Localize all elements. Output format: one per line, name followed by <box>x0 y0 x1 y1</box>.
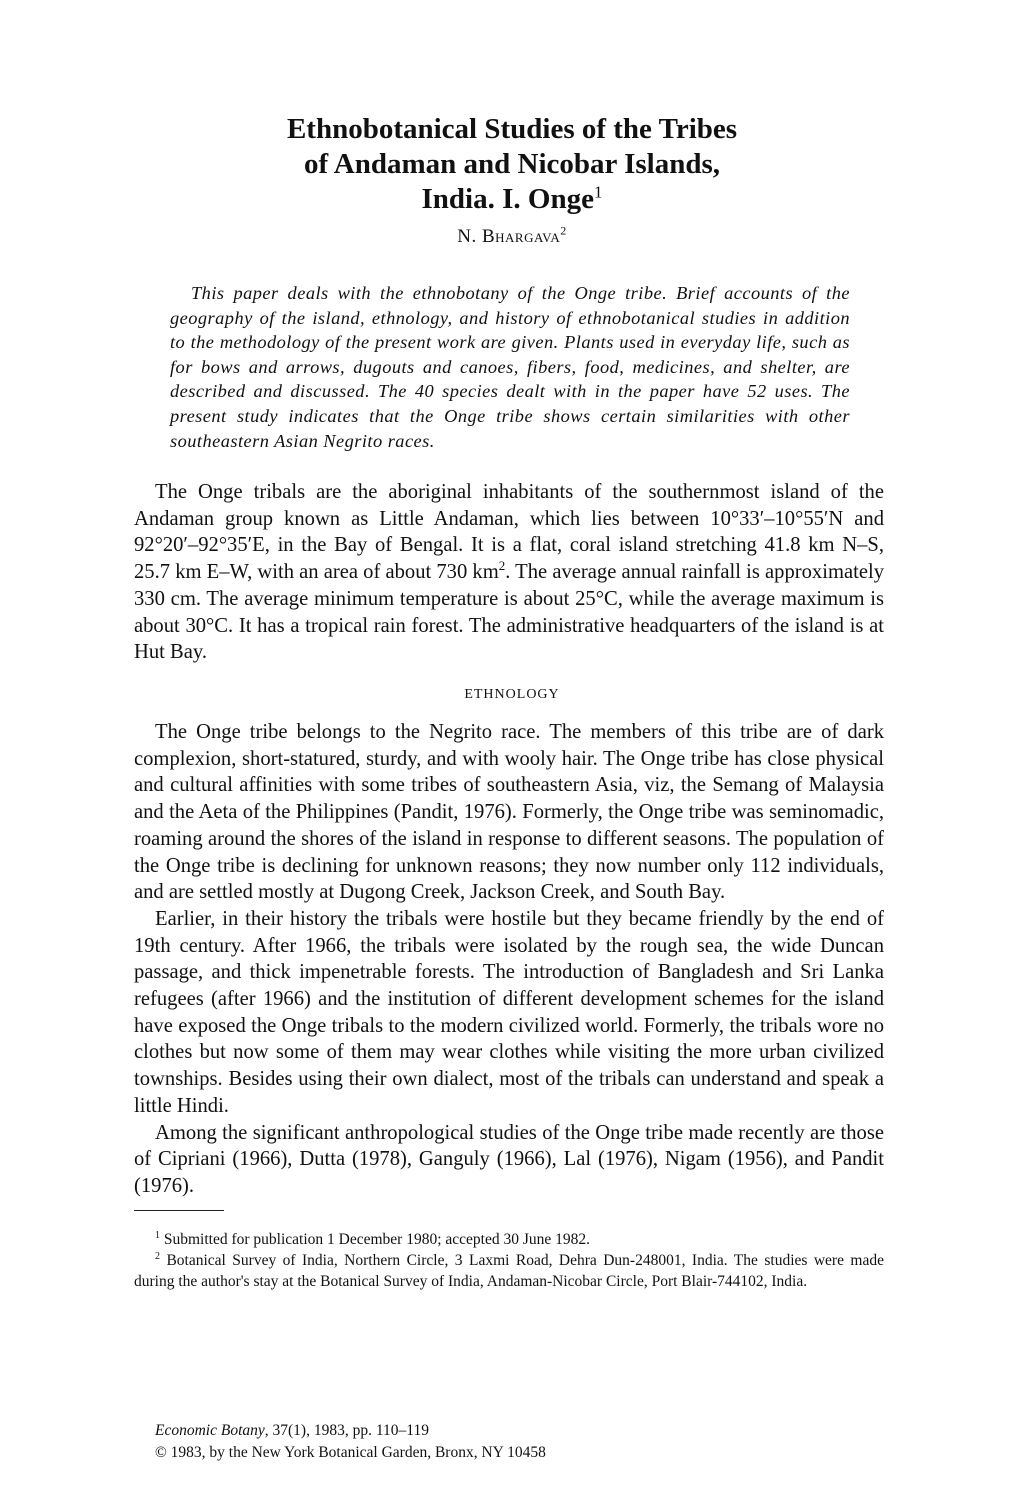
author-footnote-mark: 2 <box>560 223 567 238</box>
journal-volume: , 37(1), 1983, pp. 110–119 <box>264 1422 429 1439</box>
ethnology-section <box>134 719 884 1200</box>
footnote-1-text: Submitted for publication 1 December 1980; accepted 30 June 1982. <box>160 1231 591 1248</box>
footnotes <box>134 1229 884 1292</box>
intro-text-1: The Onge tribals are the aboriginal inhabitants of the southernmost island of the Andaman group known as Little Andaman, which lies between 10°33′–10°55′N and 92°20′–92°35′E, in the Bay of Bengal. It is a flat, coral island stretching 41.8 km N–S, 25.7 km E–W, with an area of about 730 km <box>134 481 884 584</box>
title-line-3 <box>0 182 1024 217</box>
journal-name: Economic Botany <box>155 1422 265 1439</box>
footnote-1 <box>134 1229 884 1250</box>
abstract-text: This paper deals with the ethnobotany of the Onge tribe. Brief accounts of the geography of the island, ethnology, and history of ethnobotanical studies in addition to the methodology of the present work are given. Plants used in everyday life, such as for bows and arrows, dugouts and canoes, fibers, food, medicines, and shelter, are described and discussed. The 40 species dealt with in the paper have 52 uses. The present study indicates that the Onge tribe shows certain similarities with other southeastern Asian Negrito races. <box>170 283 850 451</box>
copyright-line: © 1983, by the New York Botanical Garden, Bronx, NY 10458 <box>155 1444 546 1461</box>
title-line-2: of Andaman and Nicobar Islands, <box>303 148 721 180</box>
footnote-2-mark: 2 <box>155 1250 160 1262</box>
ethnology-paragraph-2: Earlier, in their history the tribals were hostile but they became friendly by the end of 19th century. After 1966, the tribals were isolated by the rough sea, the wide Duncan passage, and thick impenetrable forests. The introduction of Bangladesh and Sri Lanka refugees (after 1966) and the institution of different development schemes for the island have exposed the Onge tribals to the modern civilized world. Formerly, the tribals wore no clothes but now some of them may wear clothes while visiting the more urban civilized townships. Besides using their own dialect, most of the tribals can understand and speak a little Hindi. <box>134 907 884 1117</box>
intro-text-2: . The average annual rainfall is approximately 330 cm. The average minimum temperature is about 25°C, while the average maximum is about 30°C. It has a tropical rain forest. The administrative headquarters of the island is at Hut Bay. <box>134 561 884 664</box>
title-line-3-text: India. I. Onge <box>421 183 594 215</box>
journal-line <box>155 1420 855 1442</box>
footnote-2-text: Botanical Survey of India, Northern Circle, 3 Laxmi Road, Dehra Dun-248001, India. The studies were made during the author's stay at the Botanical Survey of India, Andaman-Nicobar Circle, Port Blair-744102, India. <box>134 1252 884 1290</box>
intro-paragraph <box>134 479 884 666</box>
ethnology-paragraph-1: The Onge tribe belongs to the Negrito race. The members of this tribe are of dark complexion, short-statured, sturdy, and with wooly hair. The Onge tribe has close physical and cultural affinities with some tribes of southeastern Asia, viz, the Semang of Malaysia and the Aeta of the Philippines (Pandit, 1976). Formerly, the Onge tribe was seminomadic, roaming around the shores of the island in response to different seasons. The population of the Onge tribe is declining for unknown reasons; they now number only 112 individuals, and are settled mostly at Dugong Creek, Jackson Creek, and South Bay. <box>134 721 884 904</box>
section-heading-ethnology: ETHNOLOGY <box>464 687 560 702</box>
ethnology-paragraph-3: Among the significant anthropological studies of the Onge tribe made recently are those of Cipriani (1966), Dutta (1978), Ganguly (1966), Lal (1976), Nigam (1956), and Pandit (1976). <box>134 1121 884 1197</box>
author-name: Bhargava <box>481 226 561 247</box>
journal-citation <box>155 1420 855 1464</box>
author-byline <box>0 223 1024 248</box>
abstract <box>170 281 850 453</box>
intro-superscript: 2 <box>498 558 506 574</box>
footnote-rule <box>134 1210 224 1211</box>
title-footnote-mark: 1 <box>593 182 603 202</box>
paper-title <box>0 112 1024 217</box>
footnote-2 <box>134 1250 884 1292</box>
author-initial: N. <box>457 226 482 247</box>
footnote-1-mark: 1 <box>155 1229 160 1241</box>
intro-section <box>134 479 884 666</box>
title-line-1: Ethnobotanical Studies of the Tribes <box>286 113 738 145</box>
